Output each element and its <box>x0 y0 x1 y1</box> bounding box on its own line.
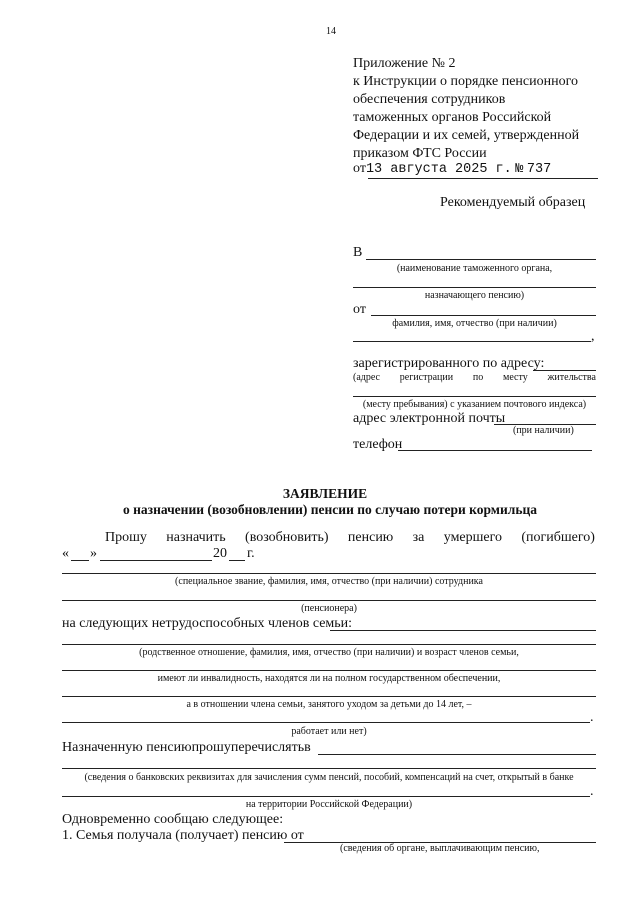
order-underline <box>368 178 598 179</box>
date-close: » <box>90 546 97 561</box>
order-line <box>353 161 551 177</box>
fio-field[interactable] <box>371 315 596 316</box>
rank-fio-field-2[interactable] <box>62 600 596 601</box>
family-field[interactable] <box>330 630 596 631</box>
fio-comma: , <box>591 329 595 344</box>
hint-bank-1: (сведения о банковских реквизитах для зачисления сумм пенсий, пособий, компенсаций на счет, открытый в банке <box>84 772 574 783</box>
transfer-word: прошу <box>191 740 231 755</box>
hint-address-2: (месту пребывания) с указанием почтового индекса) <box>362 399 587 410</box>
notify-line: Одновременно сообщаю следующее: <box>62 812 284 827</box>
address-field-2[interactable] <box>353 396 596 397</box>
organ-field[interactable] <box>366 259 596 260</box>
family-field-5[interactable] <box>62 722 590 723</box>
hint-address-1 <box>353 372 596 383</box>
date-year-field[interactable] <box>229 560 245 561</box>
hint-family-1: (родственное отношение, фамилия, имя, отчество (при наличии) и возраст членов семьи, <box>139 647 519 658</box>
hint-organ-2: назначающего пенсию) <box>424 290 525 301</box>
order-prefix: от <box>353 161 366 176</box>
appendix-line: таможенных органов Российской <box>353 110 552 125</box>
fio-field-2[interactable] <box>353 341 591 342</box>
hint-rank-fio: (специальное звание, фамилия, имя, отчество (при наличии) сотрудника <box>175 576 483 587</box>
appendix-line: Федерации и их семей, утвержденной <box>353 128 580 143</box>
hint-family-2: имеют ли инвалидность, находятся ли на полном государственном обеспечении, <box>157 673 501 684</box>
page-number: 14 <box>326 26 336 37</box>
order-no-label: № <box>515 162 524 177</box>
appendix-line: к Инструкции о порядке пенсионного <box>353 74 579 89</box>
family-field-2[interactable] <box>62 644 596 645</box>
appendix-line: обеспечения сотрудников <box>353 92 506 107</box>
phone-label: телефон <box>353 437 403 452</box>
transfer-word: перечислять <box>230 740 305 755</box>
request-word: назначить <box>166 530 226 545</box>
organ-field-2[interactable] <box>353 287 596 288</box>
request-word: умершего <box>443 530 503 545</box>
date-month-field[interactable] <box>100 560 212 561</box>
request-word: (возобновить) <box>245 530 329 545</box>
hint-pensioner: (пенсионера) <box>301 603 357 614</box>
request-word: Прошу <box>105 530 147 545</box>
registered-label: зарегистрированного по адресу: <box>353 356 545 371</box>
bank-field-2[interactable] <box>62 768 596 769</box>
order-number: 737 <box>526 162 552 177</box>
hint-organ-1: (наименование таможенного органа, <box>396 263 553 274</box>
request-line <box>105 530 595 546</box>
request-word: пенсию <box>347 530 394 545</box>
hint-word: жительства <box>547 372 596 383</box>
phone-field[interactable] <box>398 450 592 451</box>
hint-item-1: (сведения об органе, выплачивающим пенсию, <box>340 843 540 854</box>
bank-field-3[interactable] <box>62 796 590 797</box>
hint-word: регистрации <box>399 372 454 383</box>
family-field-4[interactable] <box>62 696 596 697</box>
rank-fio-field[interactable] <box>62 573 596 574</box>
address-field[interactable] <box>533 370 596 371</box>
date-day-field[interactable] <box>71 560 89 561</box>
family-field-3[interactable] <box>62 670 596 671</box>
appendix-line: приказом ФТС России <box>353 146 487 161</box>
date-open: « <box>62 546 69 561</box>
hint-bank-2: на территории Российской Федерации) <box>245 799 413 810</box>
family-period: . <box>590 710 594 725</box>
request-word: (погибшего) <box>521 530 595 545</box>
transfer-line <box>62 740 310 756</box>
date-year-suffix: г. <box>247 546 255 561</box>
statement-title: ЗАЯВЛЕНИЕ <box>282 486 368 501</box>
hint-email: (при наличии) <box>513 425 574 436</box>
date-year-prefix: 20 <box>213 546 227 561</box>
appendix-line: Приложение № 2 <box>353 56 456 71</box>
bank-period: . <box>590 784 594 799</box>
to-label: В <box>353 245 363 260</box>
transfer-word: Назначенную пенсию <box>62 740 192 755</box>
hint-word: месту <box>503 372 528 383</box>
hint-fio: фамилия, имя, отчество (при наличии) <box>392 318 557 329</box>
transfer-word: в <box>304 740 311 755</box>
appendix-block <box>353 55 579 163</box>
hint-family-4: работает или нет) <box>291 726 367 737</box>
from-label: от <box>353 302 366 317</box>
request-word: за <box>412 530 425 545</box>
email-label: адрес электронной почты <box>353 411 506 426</box>
hint-family-3: а в отношении члена семьи, занятого уходом за детьми до 14 лет, – <box>186 699 472 710</box>
hint-word: по <box>472 372 484 383</box>
order-date: 13 августа 2025 г. <box>365 162 512 177</box>
family-label: на следующих нетрудоспособных членов семьи: <box>62 616 353 631</box>
statement-subtitle: о назначении (возобновлении) пенсии по случаю потери кормильца <box>123 502 537 517</box>
bank-field[interactable] <box>318 754 596 755</box>
recommended-sample: Рекомендуемый образец <box>440 195 586 210</box>
item-1: 1. Семья получала (получает) пенсию от <box>62 828 304 843</box>
hint-word: (адрес <box>353 372 380 383</box>
